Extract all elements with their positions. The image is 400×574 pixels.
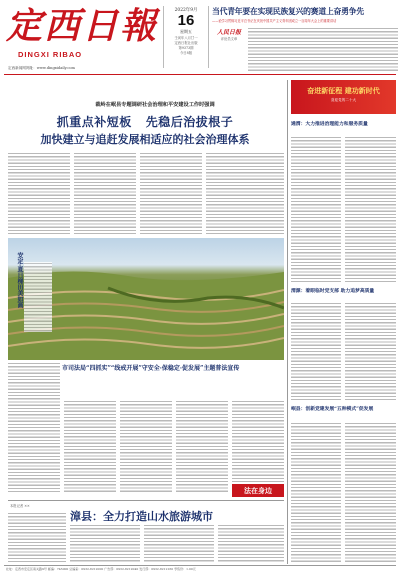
lower-body-col-2 (64, 400, 116, 492)
peoples-daily-title: 人民日报 (216, 29, 241, 36)
masthead-rule (4, 74, 396, 75)
bottom-byline: 本报记者 ×× (10, 504, 30, 508)
date-block (163, 6, 209, 68)
top-commentary-body (248, 27, 398, 72)
right-story-3-col-a (291, 422, 341, 562)
page-count: 今日8版 (180, 51, 192, 55)
lower-body-col-5 (232, 400, 284, 492)
right-story-1-col-a (291, 136, 341, 284)
masthead-pinyin: DINGXI RIBAO (18, 50, 83, 59)
right-story-3-headline: 岷县：创新党建发展“五种模式”促发展 (291, 406, 374, 412)
date-month: 2022年9月 (174, 8, 198, 13)
peoples-daily-logo (214, 27, 244, 47)
issue-number: 第9373期 (178, 46, 194, 50)
right-story-1-col-b (345, 136, 396, 284)
publisher: 定西日报社出版 (174, 41, 198, 45)
right-story-1-headline: 通渭：大力推进治理能力和服务质量 (291, 121, 368, 127)
lead-kicker: 裁岭在岷县专题调研社会治理和平安建设工作时强调 (95, 102, 215, 108)
date-lunar: 壬寅年八月廿一 (174, 36, 198, 40)
lead-body-col-2 (74, 152, 136, 236)
footer-rule (4, 565, 396, 566)
bottom-body-col-4 (218, 524, 284, 562)
lead-body-col-1 (8, 152, 70, 236)
lead-body-col-3 (140, 152, 202, 236)
bottom-rule (8, 500, 284, 501)
right-banner (291, 80, 396, 114)
date-day: 16 (177, 12, 195, 29)
website-label: 定西新闻网网址： (8, 66, 37, 70)
right-story-2-col-b (345, 302, 396, 402)
right-column-divider (287, 80, 288, 564)
bottom-body-col-1 (8, 512, 66, 562)
masthead-title: 定西日報 (6, 5, 159, 47)
lead-body-col-4 (206, 152, 284, 236)
bottom-headline: 漳县：全力打造山水旅游城市 (70, 510, 213, 523)
lead-headline-2: 加快建立与追赶发展相适应的社会治理体系 (40, 133, 250, 146)
website-url: www.dingxidaily.com (36, 66, 75, 70)
bottom-body-col-2 (70, 524, 140, 562)
right-story-2-col-a (291, 302, 341, 402)
footer-text: 社址：定西市安定区南关路9号 邮编：743000 总编室：0932-8212000 广告部：0932-8212040 发行部：0932-8212160 零售价：1.00元 (6, 567, 196, 571)
right-banner-sub: 喜迎党的二十大 (330, 98, 357, 102)
lead-headline-1: 抓重点补短板 先稳后治拔根子 (56, 115, 234, 129)
photo-caption-body (24, 262, 52, 332)
top-subheadline: ——论学习贯彻习近平总书记在庆祝中国共产主义青年团成立一百周年大会上的重要讲话 (212, 19, 337, 23)
top-headline: 当代青年要在实现民族复兴的赛道上奋勇争先 (212, 7, 364, 16)
right-story-2-headline: 渭源：着眼临时党支部 助力追梦高质量 (291, 288, 375, 294)
right-story-3-col-b (345, 422, 396, 562)
website-line (8, 66, 75, 71)
date-weekday: 星期五 (180, 29, 192, 34)
peoples-daily-sub: 评论员文章 (220, 37, 238, 41)
lower-body-col-1 (8, 362, 60, 492)
law-badge: 法在身边 (232, 484, 284, 497)
lower-body-col-4 (176, 400, 228, 492)
photo-caption-title: 安定·夏日梯田美如画 (16, 252, 23, 309)
campaign-headline: 市司法局“四抓实”“线戒开展”守安全·保稳定·促发展”主题普法宣传 (62, 365, 240, 372)
bottom-body-col-3 (144, 524, 214, 562)
lower-body-col-3 (120, 400, 172, 492)
masthead (0, 0, 400, 76)
right-banner-title: 奋进新征程 建功新时代 (307, 86, 380, 95)
